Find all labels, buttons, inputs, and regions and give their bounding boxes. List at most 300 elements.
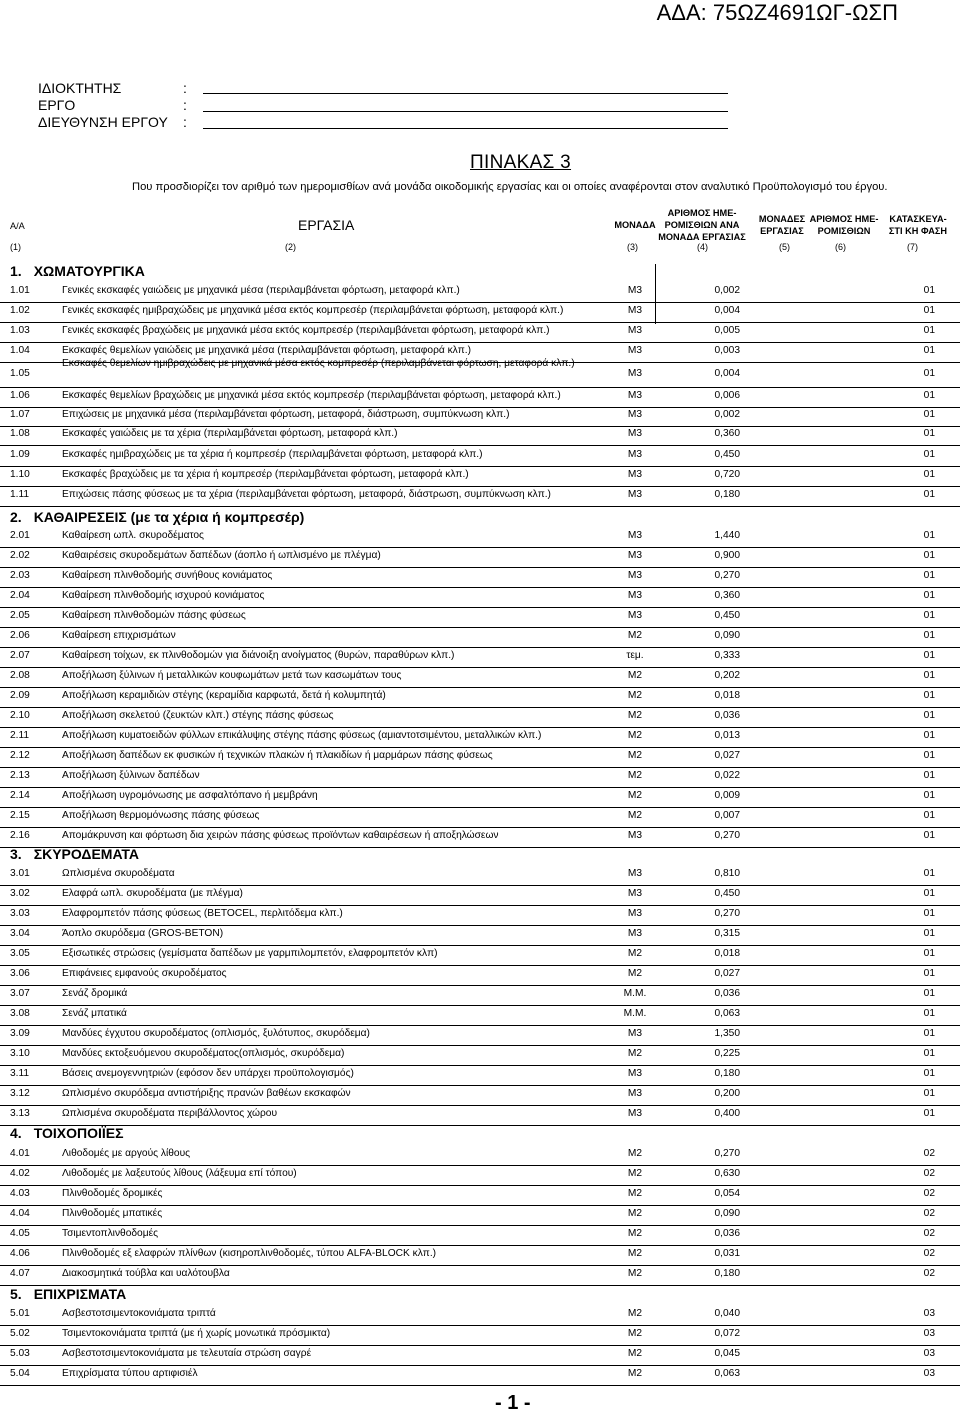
table-row — [0, 587, 960, 608]
row-unit: Μ2 — [627, 770, 643, 781]
row-code: 2.06 — [10, 630, 30, 641]
row-description: Επιχώσεις πάσης φύσεως με τα χέρια (περιλαμβάνεται φόρτωση, μεταφορά, διάστρωση, συμπύκνωση κλπ.) — [62, 489, 551, 500]
row-unit: Μ2 — [627, 1248, 643, 1259]
row-phase: 01 — [923, 908, 935, 919]
table-row — [0, 1005, 960, 1026]
row-unit: Μ3 — [627, 610, 643, 621]
table-row — [0, 965, 960, 986]
row-code: 3.05 — [10, 948, 30, 959]
table-row — [0, 647, 960, 668]
row-days-per-unit: 0,200 — [714, 1088, 740, 1099]
row-description: Βάσεις ανεμογεννητριών (εφόσον δεν υπάρχει προϋπολογισμός) — [62, 1068, 354, 1079]
row-description: Αποξήλωση κεραμιδιών στέγης (κεραμίδια καρφωτά, δετά ή κολυμπητά) — [62, 690, 386, 701]
row-days-per-unit: 0,090 — [714, 630, 740, 641]
row-code: 1.06 — [10, 390, 30, 401]
row-code: 2.11 — [10, 730, 30, 741]
table-row — [0, 322, 960, 343]
row-code: 1.07 — [10, 409, 30, 420]
row-unit: Μ2 — [627, 630, 643, 641]
row-description: Διακοσμητικά τούβλα και υαλότουβλα — [62, 1268, 230, 1279]
row-phase: 01 — [923, 489, 935, 500]
row-unit: Μ2 — [627, 1048, 643, 1059]
section-heading — [10, 846, 139, 862]
row-unit: Μ3 — [627, 1028, 643, 1039]
row-phase: 01 — [923, 630, 935, 641]
row-unit: Μ2 — [627, 730, 643, 741]
row-unit: Μ2 — [627, 750, 643, 761]
row-code: 2.16 — [10, 830, 30, 841]
row-days-per-unit: 0,360 — [714, 428, 740, 439]
row-phase: 01 — [923, 810, 935, 821]
row-code: 3.08 — [10, 1008, 30, 1019]
row-days-per-unit: 0,004 — [714, 368, 740, 379]
row-phase: 01 — [923, 968, 935, 979]
row-days-per-unit: 0,009 — [714, 790, 740, 801]
table-row — [0, 1085, 960, 1106]
ada-code: ΑΔΑ: 75ΩΖ4691ΩΓ-ΩΣΠ — [656, 0, 898, 25]
row-days-per-unit: 0,045 — [714, 1348, 740, 1359]
row-phase: 01 — [923, 1048, 935, 1059]
row-days-per-unit: 0,005 — [714, 325, 740, 336]
col-num-1: (1) — [10, 242, 21, 252]
row-unit: Μ2 — [627, 1208, 643, 1219]
table-row — [0, 1245, 960, 1266]
row-unit: Μ3 — [627, 449, 643, 460]
row-phase: 03 — [923, 1368, 935, 1379]
address-colon: : — [183, 114, 187, 130]
row-days-per-unit: 0,315 — [714, 928, 740, 939]
table-row — [0, 1225, 960, 1246]
col-days-per-unit: ΑΡΙΘΜΟΣ ΗΜΕ-ΡΟΜΙΣΘΙΩΝ ΑΝΑ ΜΟΝΑΔΑ ΕΡΓΑΣΙΑΣ — [658, 208, 746, 242]
table-row — [0, 406, 960, 427]
row-unit: Μ3 — [627, 550, 643, 561]
row-unit: Μ3 — [627, 928, 643, 939]
row-code: 5.01 — [10, 1308, 30, 1319]
row-phase: 01 — [923, 345, 935, 356]
row-phase: 01 — [923, 928, 935, 939]
table-row — [0, 358, 960, 388]
row-phase: 01 — [923, 830, 935, 841]
section-heading — [10, 1286, 126, 1302]
row-code: 4.01 — [10, 1148, 30, 1159]
row-unit: Μ2 — [627, 1168, 643, 1179]
row-days-per-unit: 0,036 — [714, 988, 740, 999]
row-description: Εκσκαφές βραχώδεις με τα χέρια ή κομπρεσέρ (περιλαμβάνεται φόρτωση, μεταφορά κλπ.) — [62, 469, 469, 480]
row-days-per-unit: 0,810 — [714, 868, 740, 879]
row-unit: Μ3 — [627, 868, 643, 879]
row-description: Αποξήλωση σκελετού (ζευκτών κλπ.) στέγης πάσης φύσεως — [62, 710, 334, 721]
row-days-per-unit: 0,036 — [714, 1228, 740, 1239]
table-row — [0, 466, 960, 487]
row-days-per-unit: 0,031 — [714, 1248, 740, 1259]
table-row — [0, 1265, 960, 1286]
row-days-per-unit: 0,450 — [714, 610, 740, 621]
row-unit: Μ3 — [627, 489, 643, 500]
row-code: 4.05 — [10, 1228, 30, 1239]
row-phase: 01 — [923, 988, 935, 999]
row-unit: Μ3 — [627, 325, 643, 336]
table-row — [0, 1025, 960, 1046]
row-days-per-unit: 0,027 — [714, 968, 740, 979]
col-aa: Α/Α — [10, 221, 25, 231]
row-days-per-unit: 0,270 — [714, 1148, 740, 1159]
row-code: 5.02 — [10, 1328, 30, 1339]
row-unit: Μ2 — [627, 1348, 643, 1359]
table-row — [0, 767, 960, 788]
row-description: Τσιμεντοπλινθοδομές — [62, 1228, 159, 1239]
row-code: 5.03 — [10, 1348, 30, 1359]
row-phase: 01 — [923, 650, 935, 661]
row-phase: 02 — [923, 1148, 935, 1159]
row-code: 3.03 — [10, 908, 30, 919]
row-description: Καθαίρεση πλινθοδομής συνήθους κονιάματος — [62, 570, 273, 581]
table-row — [0, 302, 960, 323]
row-phase: 01 — [923, 570, 935, 581]
table-row — [0, 945, 960, 966]
table-row — [0, 527, 960, 548]
address-underline — [203, 128, 728, 129]
row-unit: Μ3 — [627, 285, 643, 296]
table-row — [0, 567, 960, 588]
row-description: Πλινθοδομές εξ ελαφρών πλίνθων (κισηροπλινθοδομές, τύπου ALFA-BLOCK κλπ.) — [62, 1248, 437, 1259]
row-days-per-unit: 0,202 — [714, 670, 740, 681]
row-description: Αποξήλωση υγρομόνωσης με ασφαλτόπανο ή μεμβράνη — [62, 790, 318, 801]
row-unit: Μ3 — [627, 570, 643, 581]
row-description: Εκσκαφές θεμελίων ημιβραχώδεις με μηχανικά μέσα εκτός κομπρεσέρ (περιλαμβάνεται φόρτωση, μεταφορά κλπ.) — [62, 358, 575, 369]
row-days-per-unit: 1,440 — [714, 530, 740, 541]
table-row — [0, 1165, 960, 1186]
row-code: 2.10 — [10, 710, 30, 721]
row-days-per-unit: 0,040 — [714, 1308, 740, 1319]
row-description: Πλινθοδομές δρομικές — [62, 1188, 163, 1199]
row-description: Αποξήλωση κυματοειδών φύλλων επικάλυψης στέγης πάσης φύσεως (αμιαντοτσιμέντου, μεταλλικών κλπ.) — [62, 730, 542, 741]
row-phase: 01 — [923, 1028, 935, 1039]
row-phase: 03 — [923, 1348, 935, 1359]
row-days-per-unit: 0,630 — [714, 1168, 740, 1179]
row-days-per-unit: 0,036 — [714, 710, 740, 721]
row-unit: Μ2 — [627, 710, 643, 721]
row-code: 1.11 — [10, 489, 30, 500]
row-code: 3.10 — [10, 1048, 30, 1059]
row-code: 1.01 — [10, 285, 30, 296]
row-days-per-unit: 0,720 — [714, 469, 740, 480]
project-colon: : — [183, 97, 187, 113]
table-row — [0, 707, 960, 728]
row-description: Γενικές εκσκαφές γαιώδεις με μηχανικά μέσα (περιλαμβάνεται φόρτωση, μεταφορά κλπ.) — [62, 285, 460, 296]
row-unit: Μ3 — [627, 1108, 643, 1119]
col-num-2: (2) — [285, 242, 296, 252]
row-code: 2.14 — [10, 790, 30, 801]
row-unit: Μ3 — [627, 590, 643, 601]
row-phase: 01 — [923, 390, 935, 401]
row-phase: 02 — [923, 1208, 935, 1219]
col-num-7: (7) — [907, 242, 918, 252]
row-phase: 01 — [923, 770, 935, 781]
row-days-per-unit: 0,018 — [714, 690, 740, 701]
project-underline — [203, 111, 728, 112]
row-days-per-unit: 0,063 — [714, 1368, 740, 1379]
row-code: 1.05 — [10, 368, 30, 379]
row-days-per-unit: 0,450 — [714, 449, 740, 460]
row-days-per-unit: 0,225 — [714, 1048, 740, 1059]
row-unit: Μ2 — [627, 1328, 643, 1339]
row-phase: 02 — [923, 1188, 935, 1199]
row-description: Καθαίρεση πλινθοδομών πάσης φύσεως — [62, 610, 246, 621]
row-phase: 01 — [923, 1108, 935, 1119]
row-description: Ασβεστοτσιμεντοκονιάματα τριπτά — [62, 1308, 216, 1319]
table-row — [0, 446, 960, 467]
row-code: 2.15 — [10, 810, 30, 821]
row-days-per-unit: 0,270 — [714, 908, 740, 919]
row-code: 3.09 — [10, 1028, 30, 1039]
row-phase: 01 — [923, 325, 935, 336]
table-row — [0, 865, 960, 886]
table-row — [0, 425, 960, 446]
col-num-3: (3) — [627, 242, 638, 252]
row-phase: 01 — [923, 550, 935, 561]
row-code: 5.04 — [10, 1368, 30, 1379]
row-code: 3.02 — [10, 888, 30, 899]
row-description: Εκσκαφές θεμελίων βραχώδεις με μηχανικά μέσα εκτός κομπρεσέρ (περιλαμβάνεται φόρτωση, μεταφορά κλπ.) — [62, 390, 561, 401]
row-code: 2.07 — [10, 650, 30, 661]
row-days-per-unit: 0,400 — [714, 1108, 740, 1119]
row-phase: 02 — [923, 1248, 935, 1259]
row-description: Εκσκαφές θεμελίων γαιώδεις με μηχανικά μέσα (περιλαμβάνεται φόρτωση, μεταφορά κλπ.) — [62, 345, 472, 356]
row-days-per-unit: 0,333 — [714, 650, 740, 661]
table-row — [0, 827, 960, 848]
row-code: 4.06 — [10, 1248, 30, 1259]
row-description: Ελαφρά ωπλ. σκυροδέματα (με πλέγμα) — [62, 888, 243, 899]
row-phase: 01 — [923, 1008, 935, 1019]
row-unit: Μ.Μ. — [623, 1008, 647, 1019]
table-row — [0, 747, 960, 768]
row-description: Αποξήλωση δαπέδων εκ φυσικών ή τεχνικών πλακών ή πλακιδίων ή μαρμάρων πάσης φύσεως — [62, 750, 493, 761]
table-row — [0, 687, 960, 708]
row-description: Εκσκαφές γαιώδεις με τα χέρια (περιλαμβάνεται φόρτωση, μεταφορά κλπ.) — [62, 428, 398, 439]
section-title: ΚΑΘΑΙΡΕΣΕΙΣ (με τα χέρια ή κομπρεσέρ) — [33, 509, 305, 525]
address-label: ΔΙΕΥΘΥΝΣΗ ΕΡΓΟΥ — [38, 114, 168, 130]
row-days-per-unit: 0,004 — [714, 305, 740, 316]
row-unit: Μ3 — [627, 888, 643, 899]
col-units: ΜΟΝΑΔΕΣ ΕΡΓΑΣΙΑΣ — [758, 214, 806, 236]
row-phase: 01 — [923, 610, 935, 621]
row-phase: 02 — [923, 1228, 935, 1239]
row-days-per-unit: 0,013 — [714, 730, 740, 741]
row-description: Επιχώσεις με μηχανικά μέσα (περιλαμβάνεται φόρτωση, μεταφορά, διάστρωση, συμπύκνωση κλπ.) — [62, 409, 510, 420]
row-phase: 01 — [923, 1068, 935, 1079]
row-unit: Μ2 — [627, 1308, 643, 1319]
table-row — [0, 607, 960, 628]
row-description: Εξισωτικές στρώσεις (γεμίσματα δαπέδων με γαρμπιλομπετόν, ελαφρομπετόν κλπ) — [62, 948, 438, 959]
table-row — [0, 1045, 960, 1066]
row-phase: 01 — [923, 1088, 935, 1099]
row-code: 3.13 — [10, 1108, 30, 1119]
row-unit: Μ2 — [627, 1268, 643, 1279]
row-phase: 03 — [923, 1308, 935, 1319]
row-unit: Μ3 — [627, 368, 643, 379]
row-unit: Μ2 — [627, 948, 643, 959]
row-unit: Μ2 — [627, 810, 643, 821]
table-subtitle: Που προσδιορίζει τον αριθμό των ημερομισθίων ανά μονάδα οικοδομικής εργασίας και οι οποίες αναφέρονται στον αναλυτικό Προϋπολογισμό του έργου. — [132, 181, 888, 193]
row-code: 3.04 — [10, 928, 30, 939]
row-days-per-unit: 0,027 — [714, 750, 740, 761]
row-code: 2.05 — [10, 610, 30, 621]
row-phase: 01 — [923, 469, 935, 480]
row-description: Λιθοδομές με λαξευτούς λίθους (λάξευμα επί τόπου) — [62, 1168, 297, 1179]
row-code: 1.10 — [10, 469, 30, 480]
owner-colon: : — [183, 80, 187, 96]
table-row — [0, 905, 960, 926]
section-number: 3. — [10, 846, 22, 862]
row-unit: Μ3 — [627, 830, 643, 841]
row-description: Καθαιρέσεις σκυροδεμάτων δαπέδων (άοπλο ή ωπλισμένο με πλέγμα) — [62, 550, 381, 561]
row-phase: 02 — [923, 1168, 935, 1179]
page-number: - 1 - — [495, 1392, 531, 1414]
table-row — [0, 667, 960, 688]
row-code: 2.04 — [10, 590, 30, 601]
row-phase: 01 — [923, 449, 935, 460]
section-title: ΣΚΥΡΟΔΕΜΑΤΑ — [33, 846, 140, 862]
row-phase: 01 — [923, 530, 935, 541]
row-days-per-unit: 1,350 — [714, 1028, 740, 1039]
row-phase: 01 — [923, 750, 935, 761]
row-description: Ωπλισμένα σκυροδέματα περιβάλλοντος χώρου — [62, 1108, 278, 1119]
row-phase: 01 — [923, 888, 935, 899]
section-number: 4. — [10, 1125, 22, 1141]
row-code: 2.12 — [10, 750, 30, 761]
row-unit: Μ2 — [627, 1188, 643, 1199]
row-unit: Μ3 — [627, 428, 643, 439]
row-phase: 01 — [923, 305, 935, 316]
row-description: Ωπλισμένα σκυροδέματα — [62, 868, 175, 879]
row-phase: 01 — [923, 670, 935, 681]
row-phase: 01 — [923, 690, 935, 701]
table-row — [0, 1345, 960, 1366]
address-line — [38, 114, 187, 130]
project-label: ΕΡΓΟ — [38, 97, 76, 113]
table-row — [0, 1065, 960, 1086]
table-row — [0, 387, 960, 408]
row-phase: 01 — [923, 590, 935, 601]
row-days-per-unit: 0,063 — [714, 1008, 740, 1019]
section-number: 5. — [10, 1286, 22, 1302]
row-code: 4.03 — [10, 1188, 30, 1199]
row-days-per-unit: 0,007 — [714, 810, 740, 821]
row-description: Ωπλισμένο σκυρόδεμα αντιστήριξης πρανών βαθέων εκσκαφών — [62, 1088, 351, 1099]
row-unit: Μ2 — [627, 1228, 643, 1239]
owner-label: ΙΔΙΟΚΤΗΤΗΣ — [38, 80, 122, 96]
row-description: Απομάκρυνση και φόρτωση δια χειρών πάσης φύσεως προϊόντων καθαιρέσεων ή αποξηλώσεων — [62, 830, 499, 841]
row-code: 3.11 — [10, 1068, 30, 1079]
table-row — [0, 1145, 960, 1166]
table-row — [0, 547, 960, 568]
row-code: 3.12 — [10, 1088, 30, 1099]
row-phase: 01 — [923, 710, 935, 721]
row-unit: Μ3 — [627, 908, 643, 919]
row-description: Εκσκαφές ημιβραχώδεις με τα χέρια ή κομπρεσέρ (περιλαμβάνεται φόρτωση, μεταφορά κλπ.) — [62, 449, 483, 460]
row-unit: Μ.Μ. — [623, 988, 647, 999]
row-description: Άοπλο σκυρόδεμα (GROS-BETON) — [62, 928, 224, 939]
section-title: ΕΠΙΧΡΙΣΜΑΤΑ — [33, 1286, 127, 1302]
table-row — [0, 807, 960, 828]
section-heading — [10, 1125, 124, 1141]
col-num-6: (6) — [835, 242, 846, 252]
row-description: Καθαίρεση ωπλ. σκυροδέματος — [62, 530, 204, 541]
row-description: Λιθοδομές με αργούς λίθους — [62, 1148, 191, 1159]
row-description: Πλινθοδομές μπατικές — [62, 1208, 163, 1219]
row-code: 2.13 — [10, 770, 30, 781]
row-phase: 01 — [923, 285, 935, 296]
row-description: Καθαίρεση επιχρισμάτων — [62, 630, 176, 641]
table-row — [0, 787, 960, 808]
row-description: Τσιμεντοκονιάματα τριπτά (με ή χωρίς μονωτικά πρόσμικτα) — [62, 1328, 331, 1339]
section-title: ΧΩΜΑΤΟΥΡΓΙΚΑ — [33, 263, 145, 279]
col-phase: ΚΑΤΑΣΚΕΥΑ-ΣΤΙ ΚΗ ΦΑΣΗ — [888, 214, 948, 236]
row-days-per-unit: 0,006 — [714, 390, 740, 401]
row-phase: 01 — [923, 948, 935, 959]
row-unit: Μ2 — [627, 690, 643, 701]
row-code: 2.02 — [10, 550, 30, 561]
col-days: ΑΡΙΘΜΟΣ ΗΜΕ-ΡΟΜΙΣΘΙΩΝ — [809, 214, 879, 236]
project-line — [38, 97, 187, 113]
row-description: Καθαίρεση τοίχων, εκ πλινθοδομών για διάνοιξη ανοίγματος (θυρών, παραθύρων κλπ.) — [62, 650, 455, 661]
table-row — [0, 985, 960, 1006]
row-description: Μανδύες έγχυτου σκυροδέματος (οπλισμός, ξυλότυπος, σκυρόδεμα) — [62, 1028, 370, 1039]
section-heading — [10, 263, 145, 279]
row-code: 1.02 — [10, 305, 30, 316]
row-unit: Μ3 — [627, 1088, 643, 1099]
row-description: Αποξήλωση ξύλινων ή μεταλλικών κουφωμάτων μετά των κασωμάτων τους — [62, 670, 402, 681]
row-description: Μανδύες εκτοξευόμενου σκυροδέματος(οπλισμός, σκυρόδεμα) — [62, 1048, 345, 1059]
section-number: 2. — [10, 509, 22, 525]
row-days-per-unit: 0,054 — [714, 1188, 740, 1199]
table-row — [0, 1305, 960, 1326]
row-code: 1.04 — [10, 345, 30, 356]
table-row — [0, 1365, 960, 1386]
row-description: Σενάζ δρομικά — [62, 988, 128, 999]
row-days-per-unit: 0,180 — [714, 1268, 740, 1279]
row-code: 3.01 — [10, 868, 30, 879]
row-unit: Μ2 — [627, 670, 643, 681]
section-number: 1. — [10, 263, 22, 279]
row-phase: 01 — [923, 790, 935, 801]
owner-line — [38, 80, 187, 96]
table-row — [0, 1325, 960, 1346]
row-unit: Μ2 — [627, 790, 643, 801]
row-unit: τεμ. — [626, 650, 644, 661]
row-days-per-unit: 0,022 — [714, 770, 740, 781]
row-description: Επιφάνειες εμφανούς σκυροδέματος — [62, 968, 227, 979]
row-description: Ελαφρομπετόν πάσης φύσεως (BETOCEL, περλιτόδεμα κλπ.) — [62, 908, 343, 919]
row-unit: Μ3 — [627, 469, 643, 480]
row-description: Σενάζ μπατικά — [62, 1008, 127, 1019]
row-unit: Μ3 — [627, 345, 643, 356]
col-unit: ΜΟΝΑΔΑ — [614, 220, 656, 230]
col-num-5: (5) — [779, 242, 790, 252]
row-days-per-unit: 0,180 — [714, 489, 740, 500]
section-heading — [10, 509, 304, 525]
row-code: 2.01 — [10, 530, 30, 541]
row-days-per-unit: 0,900 — [714, 550, 740, 561]
row-description: Αποξήλωση ξύλινων δαπέδων — [62, 770, 200, 781]
table-row — [0, 885, 960, 906]
row-phase: 01 — [923, 868, 935, 879]
row-unit: Μ2 — [627, 1368, 643, 1379]
row-days-per-unit: 0,072 — [714, 1328, 740, 1339]
row-phase: 02 — [923, 1268, 935, 1279]
table-row — [0, 1105, 960, 1126]
table-row — [0, 925, 960, 946]
